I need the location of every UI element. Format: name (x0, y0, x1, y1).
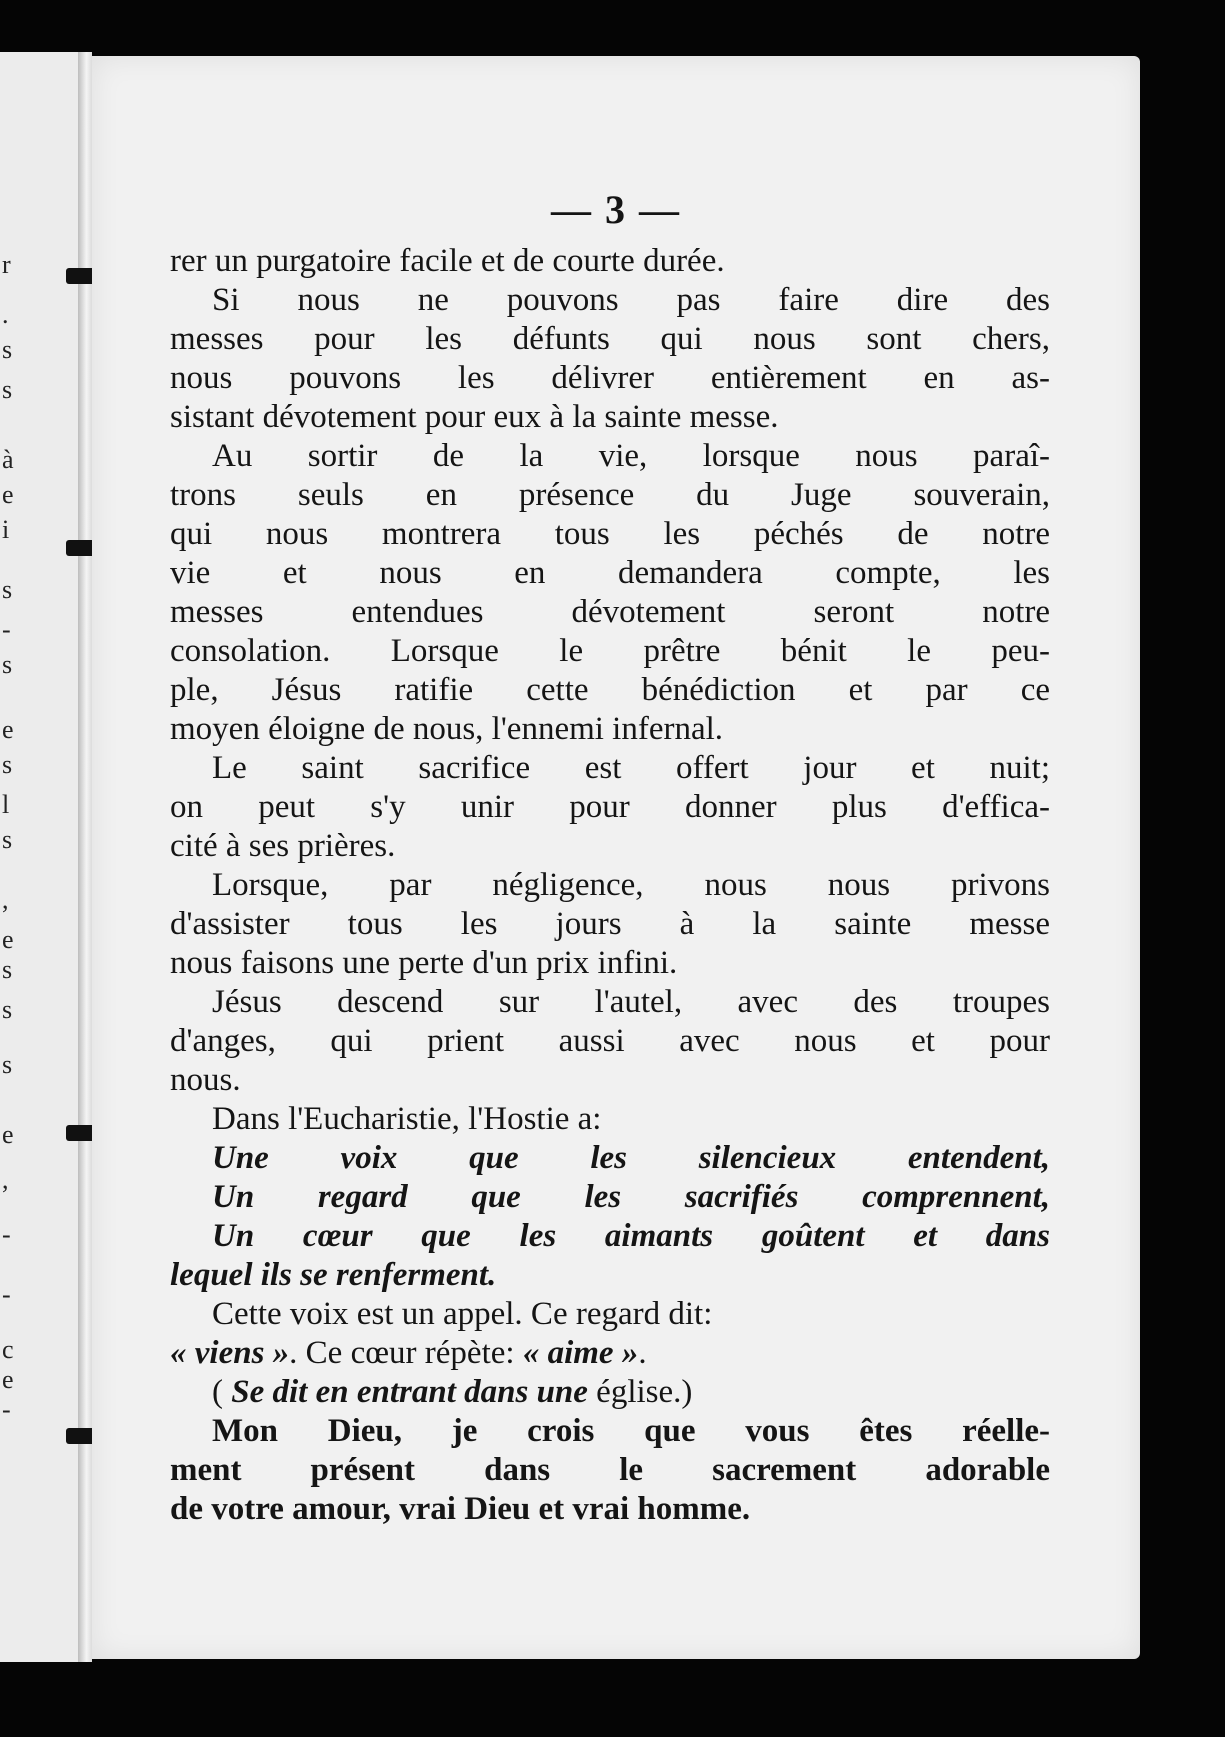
left-margin-letter: - (2, 1280, 11, 1309)
left-margin-letter: e (2, 1120, 14, 1149)
paragraph (170, 1295, 1050, 1334)
paragraph (170, 1139, 1050, 1295)
left-margin-letter: , (2, 885, 9, 914)
paragraph (170, 1412, 1050, 1529)
rubric-line (170, 1373, 1050, 1412)
text-line: de votre amour, vrai Dieu et vrai homme. (170, 1491, 751, 1527)
text-line: Une voix que les silencieux entendent, (212, 1140, 1050, 1176)
paragraph (170, 749, 1050, 866)
paragraph (170, 866, 1050, 983)
text-segment: « aime » (522, 1335, 639, 1371)
left-page-edge (0, 52, 88, 1662)
left-margin-letter: s (2, 1050, 13, 1079)
text-line: Mon Dieu, je crois que vous êtes réelle- (212, 1413, 1050, 1449)
left-margin-letter: . (2, 300, 9, 329)
text-line (170, 1334, 1050, 1373)
text-line: Lorsque, par négligence, nous nous privons (212, 867, 1050, 903)
left-margin-letter: e (2, 925, 14, 954)
text-line: Dans l'Eucharistie, l'Hostie a: (212, 1101, 602, 1137)
text-line: qui nous montrera tous les péchés de notre (170, 516, 1050, 552)
text-line: nous pouvons les délivrer entièrement en as- (170, 360, 1050, 396)
paragraph (170, 437, 1050, 749)
text-line: ple, Jésus ratifie cette bénédiction et par ce (170, 672, 1050, 708)
left-margin-letter: i (2, 515, 10, 544)
text-line: d'assister tous les jours à la sainte messe (170, 906, 1050, 942)
text-segment: . (638, 1335, 647, 1371)
paragraph (170, 1373, 1050, 1412)
text-segment: . Ce cœur répète: (289, 1335, 523, 1371)
text-line: Si nous ne pouvons pas faire dire des (212, 282, 1050, 318)
text-line: sistant dévotement pour eux à la sainte messe. (170, 399, 779, 435)
text-line: on peut s'y unir pour donner plus d'effica- (170, 789, 1050, 825)
left-margin-letter: , (2, 1165, 9, 1194)
left-margin-letter: - (2, 1220, 11, 1249)
text-line: Un cœur que les aimants goûtent et dans (212, 1218, 1050, 1254)
left-margin-letter: s (2, 750, 13, 779)
left-margin-letter: s (2, 375, 13, 404)
book-spine (78, 52, 92, 1662)
left-margin-letter: e (2, 715, 14, 744)
left-page-margin-letters (0, 52, 20, 1662)
text-segment: Se dit en entrant dans une (231, 1374, 588, 1410)
paragraph (170, 281, 1050, 437)
book-page (92, 56, 1140, 1659)
text-line: cité à ses prières. (170, 828, 396, 864)
text-line: consolation. Lorsque le prêtre bénit le peu- (170, 633, 1050, 669)
left-margin-letter: s (2, 335, 13, 364)
paragraph (170, 1100, 1050, 1139)
left-margin-letter: e (2, 480, 14, 509)
text-line: messes pour les défunts qui nous sont chers, (170, 321, 1050, 357)
text-line: Au sortir de la vie, lorsque nous paraî- (212, 438, 1050, 474)
left-margin-letter: c (2, 1335, 14, 1364)
left-margin-letter: - (2, 1395, 11, 1424)
left-margin-letter: s (2, 825, 13, 854)
text-line: rer un purgatoire facile et de courte durée. (170, 243, 725, 279)
left-margin-letter: s (2, 955, 13, 984)
page-text (170, 242, 1050, 1529)
text-line: Jésus descend sur l'autel, avec des troupes (212, 984, 1050, 1020)
text-line: lequel ils se renferment. (170, 1257, 497, 1293)
text-segment: « viens » (170, 1335, 290, 1371)
text-line: nous. (170, 1062, 241, 1098)
left-margin-letter: à (2, 445, 14, 474)
text-line: d'anges, qui prient aussi avec nous et pour (170, 1023, 1050, 1059)
text-line: ment présent dans le sacrement adorable (170, 1452, 1050, 1488)
text-segment: église.) (587, 1374, 693, 1410)
left-margin-letter: l (2, 790, 10, 819)
page-number: — 3 — (551, 187, 681, 232)
text-line: nous faisons une perte d'un prix infini. (170, 945, 678, 981)
left-margin-letter: s (2, 650, 13, 679)
text-segment: ( (212, 1374, 232, 1410)
text-line: Cette voix est un appel. Ce regard dit: (212, 1296, 713, 1332)
left-margin-letter: r (2, 250, 11, 279)
left-margin-letter: s (2, 995, 13, 1024)
left-margin-letter: - (2, 615, 11, 644)
text-line: messes entendues dévotement seront notre (170, 594, 1050, 630)
text-line: trons seuls en présence du Juge souverain, (170, 477, 1050, 513)
text-line: moyen éloigne de nous, l'ennemi infernal. (170, 711, 724, 747)
text-line: Un regard que les sacrifiés comprennent, (212, 1179, 1050, 1215)
left-margin-letter: e (2, 1365, 14, 1394)
paragraph (170, 242, 1050, 281)
left-margin-letter: s (2, 575, 13, 604)
paragraph (170, 983, 1050, 1100)
text-line: vie et nous en demandera compte, les (170, 555, 1050, 591)
text-line: Le saint sacrifice est offert jour et nuit; (212, 750, 1050, 786)
paragraph (170, 1334, 1050, 1373)
